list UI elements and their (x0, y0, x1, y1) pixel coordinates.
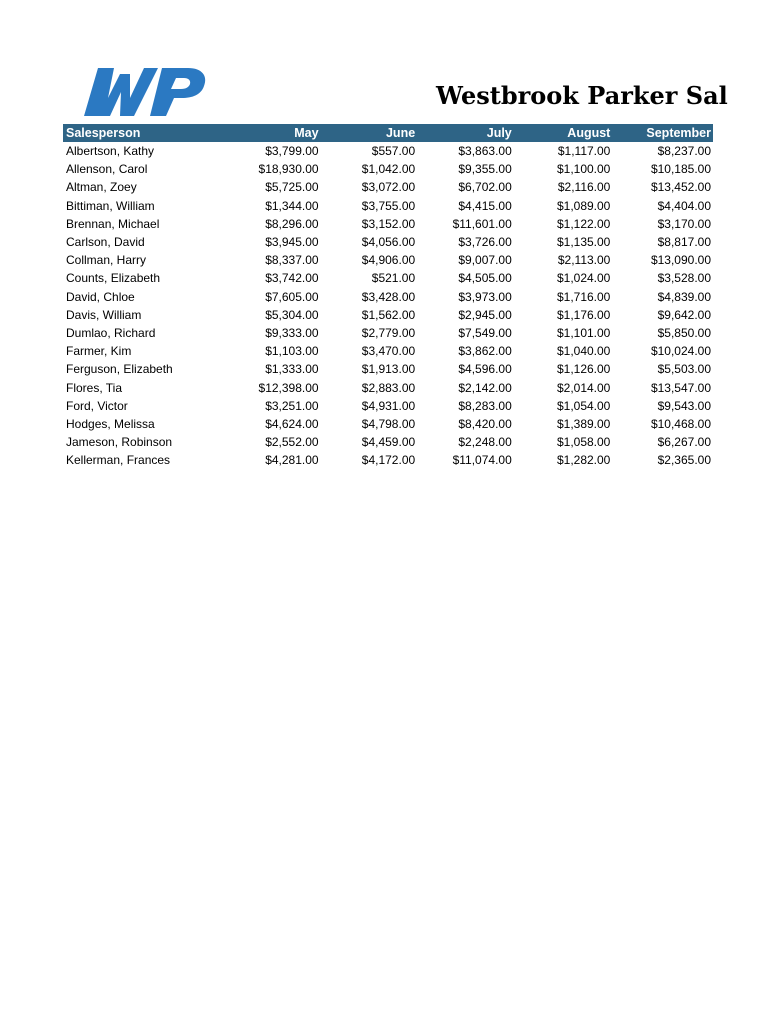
cell-salesperson: Jameson, Robinson (66, 435, 173, 450)
cell-july: $7,549.00 (458, 326, 512, 341)
table-row (63, 215, 713, 233)
cell-salesperson: Counts, Elizabeth (66, 271, 161, 286)
table-row (63, 379, 713, 397)
cell-august: $1,282.00 (556, 453, 611, 468)
cell-september: $5,850.00 (657, 326, 711, 341)
cell-salesperson: Carlson, David (66, 235, 145, 250)
cell-july: $11,074.00 (452, 453, 512, 468)
cell-june: $2,779.00 (361, 326, 416, 341)
cell-salesperson: Ford, Victor (66, 398, 128, 413)
cell-july: $3,726.00 (458, 235, 512, 250)
cell-july: $3,862.00 (458, 344, 512, 359)
table-row (63, 397, 713, 415)
cell-september: $8,237.00 (657, 144, 711, 158)
cell-august: $1,716.00 (556, 289, 611, 304)
cell-september: $4,839.00 (657, 289, 711, 304)
cell-salesperson: Ferguson, Elizabeth (66, 362, 173, 377)
cell-june: $521.00 (371, 271, 416, 286)
cell-salesperson: Collman, Harry (66, 253, 147, 268)
cell-july: $8,283.00 (458, 398, 512, 413)
cell-august: $1,117.00 (557, 144, 611, 158)
table-row (63, 415, 713, 433)
header-row (63, 124, 713, 142)
cell-september: $9,543.00 (657, 398, 711, 413)
cell-september: $3,528.00 (657, 271, 711, 286)
cell-july: $2,945.00 (458, 307, 512, 322)
cell-june: $4,931.00 (361, 398, 416, 413)
cell-september: $10,024.00 (650, 344, 711, 359)
table-row (63, 233, 713, 251)
cell-may: $9,333.00 (265, 326, 319, 341)
column-header-salesperson: Salesperson (63, 124, 224, 142)
cell-august: $1,024.00 (556, 271, 611, 286)
cell-august: $1,040.00 (556, 344, 611, 359)
cell-may: $18,930.00 (258, 162, 319, 177)
table-row (63, 433, 713, 451)
cell-august: $1,122.00 (556, 216, 611, 231)
table-row (63, 142, 713, 160)
table-row (63, 197, 713, 215)
cell-may: $3,251.00 (265, 398, 319, 413)
cell-july: $9,355.00 (458, 162, 512, 177)
cell-august: $1,100.00 (556, 162, 611, 177)
cell-june: $4,906.00 (361, 253, 416, 268)
cell-september: $4,404.00 (657, 198, 711, 213)
cell-june: $2,883.00 (361, 380, 416, 395)
cell-july: $4,415.00 (458, 198, 512, 213)
cell-may: $12,398.00 (258, 380, 319, 395)
table-row (63, 324, 713, 342)
cell-salesperson: Brennan, Michael (66, 216, 160, 231)
cell-may: $5,725.00 (265, 180, 319, 195)
table-row (63, 451, 713, 469)
table-row (63, 251, 713, 269)
cell-salesperson: Davis, William (66, 307, 142, 322)
table-header (63, 124, 713, 142)
cell-june: $4,172.00 (361, 453, 416, 468)
cell-september: $9,642.00 (657, 307, 711, 322)
table-row (63, 288, 713, 306)
cell-salesperson: Hodges, Melissa (66, 417, 155, 432)
cell-june: $3,072.00 (361, 180, 416, 195)
cell-july: $4,505.00 (458, 271, 512, 286)
cell-august: $1,101.00 (556, 326, 611, 341)
cell-september: $2,365.00 (657, 453, 711, 468)
wp-logo (84, 68, 206, 116)
cell-august: $2,014.00 (556, 380, 611, 395)
table-row (63, 306, 713, 324)
cell-july: $9,007.00 (458, 253, 512, 268)
cell-august: $1,054.00 (556, 398, 611, 413)
cell-august: $1,135.00 (556, 235, 611, 250)
cell-may: $8,296.00 (265, 216, 319, 231)
cell-july: $3,973.00 (458, 289, 512, 304)
cell-may: $7,605.00 (265, 289, 319, 304)
sales-table (63, 124, 713, 470)
cell-salesperson: Allenson, Carol (66, 162, 148, 177)
cell-salesperson: David, Chloe (66, 289, 135, 304)
cell-june: $1,562.00 (361, 307, 416, 322)
cell-may: $3,799.00 (265, 144, 319, 158)
cell-may: $8,337.00 (265, 253, 319, 268)
cell-september: $3,170.00 (657, 216, 711, 231)
column-header-august: August (514, 124, 613, 142)
column-header-june: June (321, 124, 418, 142)
cell-may: $2,552.00 (265, 435, 319, 450)
cell-may: $4,281.00 (265, 453, 319, 468)
table-row (63, 342, 713, 360)
cell-salesperson: Dumlao, Richard (66, 326, 156, 341)
column-header-july: July (417, 124, 514, 142)
cell-june: $3,152.00 (361, 216, 416, 231)
cell-salesperson: Bittiman, William (66, 198, 155, 213)
cell-august: $1,089.00 (556, 198, 611, 213)
cell-july: $8,420.00 (458, 417, 512, 432)
cell-june: $557.00 (371, 144, 416, 158)
cell-july: $11,601.00 (452, 216, 512, 231)
report-title: Westbrook Parker Sal (436, 81, 728, 110)
cell-september: $10,185.00 (650, 162, 711, 177)
column-header-may: May (224, 124, 321, 142)
cell-july: $3,863.00 (458, 144, 512, 158)
cell-salesperson: Kellerman, Frances (66, 453, 171, 468)
table-row (63, 269, 713, 287)
cell-salesperson: Albertson, Kathy (66, 144, 155, 158)
cell-may: $3,742.00 (265, 271, 319, 286)
cell-may: $3,945.00 (265, 235, 319, 250)
cell-june: $4,056.00 (361, 235, 416, 250)
cell-may: $1,333.00 (265, 362, 319, 377)
cell-september: $13,547.00 (650, 380, 711, 395)
table-row (63, 160, 713, 178)
cell-august: $2,113.00 (557, 253, 611, 268)
cell-august: $1,126.00 (556, 362, 611, 377)
cell-september: $6,267.00 (657, 435, 711, 450)
cell-september: $10,468.00 (650, 417, 711, 432)
table-body (63, 142, 713, 470)
table-row (63, 178, 713, 196)
cell-may: $1,103.00 (265, 344, 319, 359)
cell-july: $2,142.00 (458, 380, 512, 395)
cell-july: $6,702.00 (458, 180, 512, 195)
cell-august: $2,116.00 (557, 180, 611, 195)
cell-may: $1,344.00 (265, 198, 319, 213)
cell-may: $4,624.00 (265, 417, 319, 432)
cell-june: $4,798.00 (361, 417, 416, 432)
cell-august: $1,176.00 (556, 307, 611, 322)
cell-salesperson: Farmer, Kim (66, 344, 132, 359)
cell-june: $1,042.00 (361, 162, 416, 177)
cell-september: $13,090.00 (650, 253, 711, 268)
cell-june: $3,428.00 (361, 289, 416, 304)
cell-september: $5,503.00 (657, 362, 711, 377)
cell-august: $1,389.00 (556, 417, 611, 432)
cell-may: $5,304.00 (265, 307, 319, 322)
cell-salesperson: Altman, Zoey (66, 180, 137, 195)
cell-salesperson: Flores, Tia (66, 380, 123, 395)
cell-september: $8,817.00 (657, 235, 711, 250)
cell-july: $2,248.00 (458, 435, 512, 450)
sales-table-container (63, 124, 711, 470)
cell-september: $13,452.00 (650, 180, 711, 195)
cell-june: $3,470.00 (361, 344, 416, 359)
cell-august: $1,058.00 (556, 435, 611, 450)
table-row (63, 360, 713, 378)
column-header-september: September (612, 124, 713, 142)
cell-june: $1,913.00 (361, 362, 416, 377)
cell-june: $3,755.00 (361, 198, 416, 213)
cell-june: $4,459.00 (361, 435, 416, 450)
cell-july: $4,596.00 (458, 362, 512, 377)
